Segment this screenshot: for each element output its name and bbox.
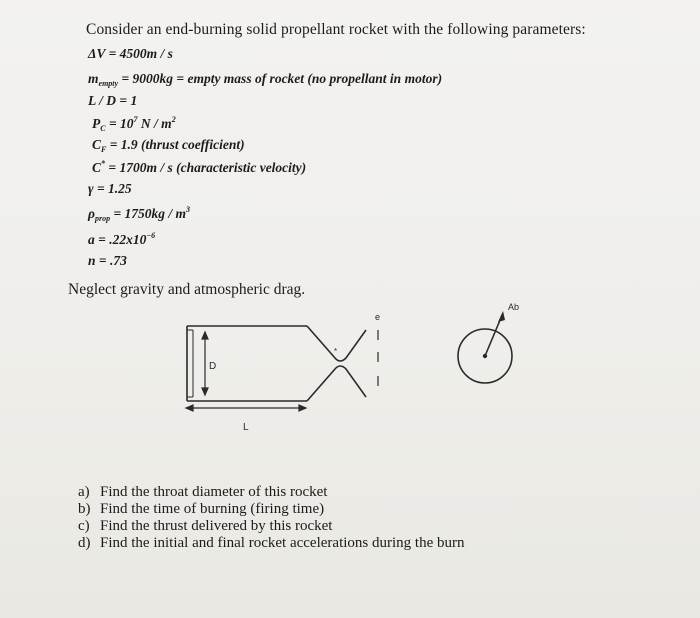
param-l-over-d-text: L / D = 1 bbox=[88, 93, 138, 108]
burn-area-arrowhead bbox=[498, 311, 505, 322]
param-symbol: C bbox=[92, 137, 102, 152]
param-value: a = .22x10 bbox=[88, 232, 147, 247]
param-superscript: 7 bbox=[133, 115, 138, 124]
question-letter: c) bbox=[78, 518, 90, 534]
label-throat: * bbox=[334, 347, 338, 356]
question-item bbox=[78, 484, 464, 501]
assumptions-note: Neglect gravity and atmospheric drag. bbox=[68, 281, 306, 298]
question-letter: a) bbox=[78, 484, 90, 500]
param-value: = 1750kg / m bbox=[110, 206, 187, 221]
label-d: D bbox=[209, 361, 217, 372]
param-superscript: −6 bbox=[146, 231, 156, 240]
param-empty-mass-text: = 9000kg = empty mass of rocket (no propellant in motor) bbox=[118, 71, 443, 86]
question-text: Find the initial and final rocket accelerations during the burn bbox=[100, 535, 465, 551]
param-value: = 1.9 (thrust coefficient) bbox=[106, 137, 245, 152]
param-delta-v-text: ΔV = 4500m / s bbox=[88, 46, 173, 61]
center-dot bbox=[483, 354, 487, 358]
question-list bbox=[78, 484, 464, 552]
question-text: Find the throat diameter of this rocket bbox=[100, 484, 328, 500]
question-item bbox=[78, 501, 464, 518]
param-value: = 10 bbox=[105, 116, 134, 131]
param-symbol: m bbox=[88, 71, 99, 86]
problem-intro: Consider an end-burning solid propellant rocket with the following parameters: bbox=[86, 21, 586, 38]
param-value: n = .73 bbox=[88, 253, 127, 268]
param-subscript: prop bbox=[94, 214, 111, 223]
question-text: Find the time of burning (firing time) bbox=[100, 501, 325, 517]
param-subscript: F bbox=[101, 145, 107, 154]
param-subscript: C bbox=[100, 124, 106, 133]
param-superscript: * bbox=[101, 159, 106, 168]
param-subscript: empty bbox=[98, 79, 119, 88]
diameter-arrow bbox=[202, 332, 208, 395]
param-value: = 1700m / s (characteristic velocity) bbox=[105, 160, 307, 175]
label-burn-area: Ab bbox=[508, 302, 520, 312]
question-item bbox=[78, 518, 464, 535]
length-arrow bbox=[186, 405, 306, 411]
question-item bbox=[78, 535, 464, 552]
param-superscript: 3 bbox=[186, 205, 191, 214]
param-symbol: C bbox=[92, 160, 102, 175]
param-symbol: ρ bbox=[88, 206, 95, 221]
param-symbol: P bbox=[92, 116, 101, 131]
label-l: L bbox=[243, 422, 249, 433]
burn-area-circle bbox=[458, 313, 512, 383]
question-letter: d) bbox=[78, 535, 91, 551]
param-superscript: 2 bbox=[171, 115, 176, 124]
label-exit: e bbox=[375, 312, 381, 322]
question-text: Find the thrust delivered by this rocket bbox=[100, 518, 333, 534]
question-letter: b) bbox=[78, 501, 91, 517]
param-unit: N / m bbox=[137, 116, 172, 131]
param-gamma-text: γ = 1.25 bbox=[88, 181, 132, 196]
